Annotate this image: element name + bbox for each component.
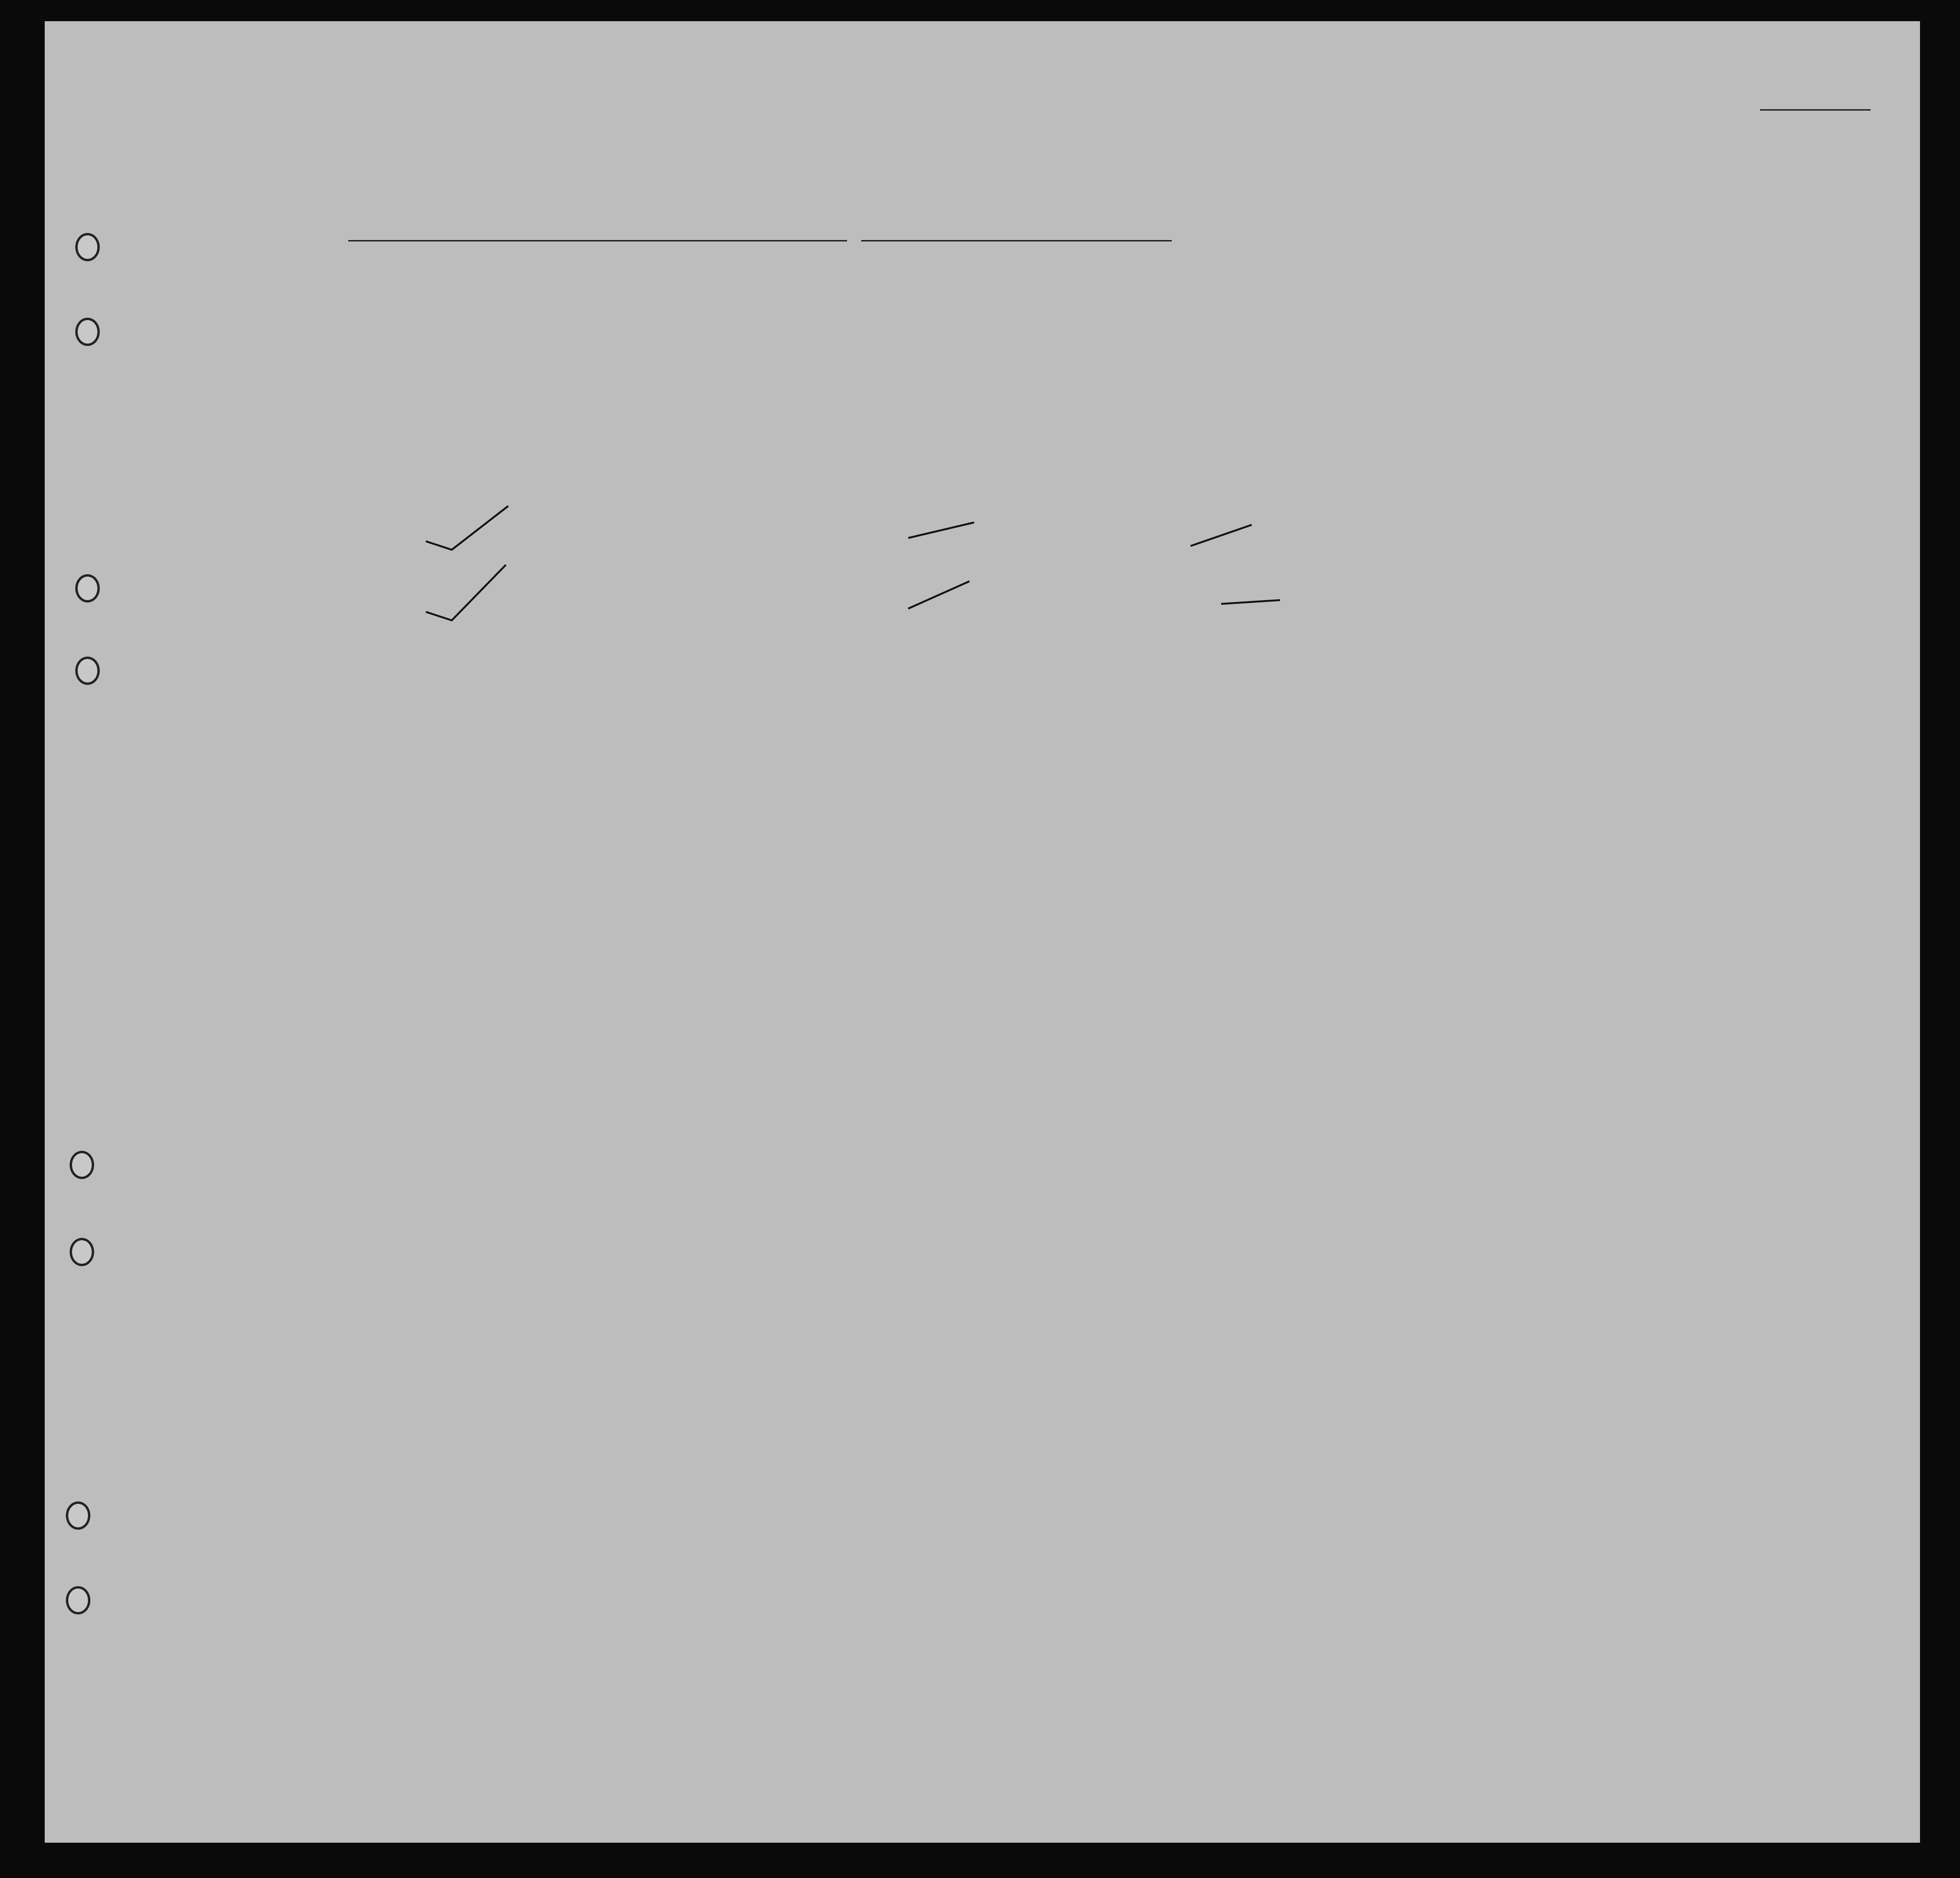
strike-mark xyxy=(1221,600,1280,604)
strike-mark xyxy=(908,581,969,609)
checkmark-icon xyxy=(426,506,508,550)
strike-mark xyxy=(1191,525,1252,546)
checkmark-icon xyxy=(426,565,506,620)
strike-mark xyxy=(908,522,974,538)
